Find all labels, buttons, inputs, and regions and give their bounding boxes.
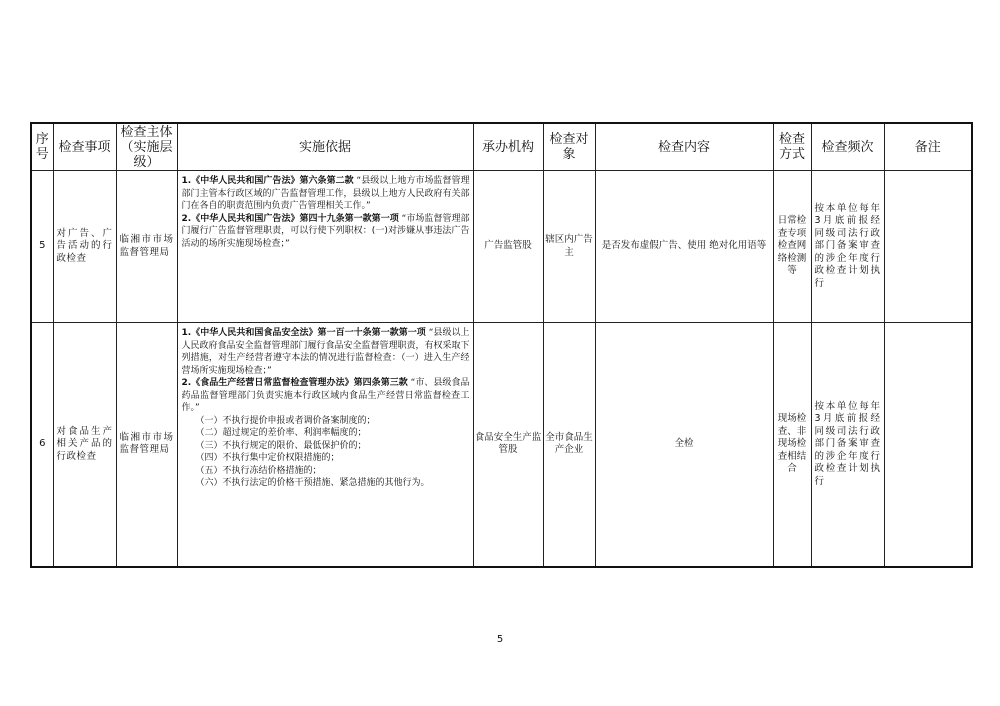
row-method: 现场检查、非现场检查相结合 xyxy=(773,323,811,567)
row-frequency: 按本单位每年3月底前报经同级司法行政部门备案审查的涉企年度行政检查计划执行 xyxy=(811,171,884,323)
basis-paragraph: 1.《中华人民共和国广告法》第六条第二款 “县级以上地方市场监督管理部门主管本行政区域的广告监督管理工作，县级以上地方人民政府有关部门在各自的职责范围内负责广告管理相关工作。” xyxy=(181,176,470,211)
inspection-table xyxy=(30,122,973,568)
header-frequency: 检查频次 xyxy=(811,123,884,171)
basis-paragraph: 2.《中华人民共和国广告法》第四十九条第一款第一项 “市场监督管理部门履行广告监督管理职责，可以行使下列职权：(一)对涉嫌从事违法广告活动的场所实施现场检查；” xyxy=(181,213,470,249)
header-org: 承办机构 xyxy=(473,123,543,171)
row-org: 广告监管股 xyxy=(473,171,543,323)
header-method: 检查方式 xyxy=(773,123,811,171)
basis-paragraph: 2.《食品生产经营日常监督检查管理办法》第四条第三款 “市、县级食品药品监督管理部门负责实施本行政区域内食品生产经营日常监督检查工作。” xyxy=(181,378,470,413)
row-content: 是否发布虚假广告、使用 绝对化用语等 xyxy=(595,171,773,323)
row-basis xyxy=(177,323,473,567)
basis-item: （一）不执行提价申报或者调价备案制度的； xyxy=(195,415,376,426)
row-target: 全市食品生产企业 xyxy=(543,323,595,567)
header-subject: 检查主体（实施层级） xyxy=(116,123,177,171)
row-item: 对广告、广告活动的行政检查 xyxy=(53,171,116,323)
header-no: 序号 xyxy=(31,123,53,171)
header-target: 检查对象 xyxy=(543,123,595,171)
row-method: 日常检查专项检查网络检测等 xyxy=(773,171,811,323)
row-no: 5 xyxy=(31,171,53,323)
table-row xyxy=(31,171,972,323)
row-subject: 临湘市市场监督管理局 xyxy=(116,323,177,567)
row-basis xyxy=(177,171,473,323)
table-row xyxy=(31,323,972,567)
basis-item: （四）不执行集中定价权限措施的； xyxy=(195,453,340,463)
basis-paragraph: 1.《中华人民共和国食品安全法》第一百一十条第一款第一项 “县级以上人民政府食品安全监督管理部门履行食品安全监督管理职责，有权采取下列措施，对生产经营者遵守本法的情况进行监督检查：（一）进入生产经营场所实施现场检查；” xyxy=(181,328,470,376)
basis-item: （二）超过规定的差价率、利润率幅度的； xyxy=(195,428,367,438)
row-remark xyxy=(884,171,972,323)
basis-item: （三）不执行规定的限价、最低保护价的； xyxy=(195,440,367,451)
header-basis: 实施依据 xyxy=(177,123,473,171)
row-org: 食品安全生产监管股 xyxy=(473,323,543,567)
row-item: 对食品生产相关产品的行政检查 xyxy=(53,323,116,567)
row-no: 6 xyxy=(31,323,53,567)
header-item: 检查事项 xyxy=(53,123,116,171)
row-content: 全检 xyxy=(595,323,773,567)
header-remark: 备注 xyxy=(884,123,972,171)
row-frequency: 按本单位每年3月底前报经同级司法行政部门备案审查的涉企年度行政检查计划执行 xyxy=(811,323,884,567)
page-number: 5 xyxy=(496,634,504,645)
row-remark xyxy=(884,323,972,567)
row-target: 辖区内广告主 xyxy=(543,171,595,323)
basis-item: （五）不执行冻结价格措施的； xyxy=(195,465,322,476)
basis-item: （六）不执行法定的价格干预措施、紧急措施的其他行为。 xyxy=(195,478,430,488)
header-content: 检查内容 xyxy=(595,123,773,171)
row-subject: 临湘市市场监督管理局 xyxy=(116,171,177,323)
table-header-row xyxy=(31,123,972,171)
